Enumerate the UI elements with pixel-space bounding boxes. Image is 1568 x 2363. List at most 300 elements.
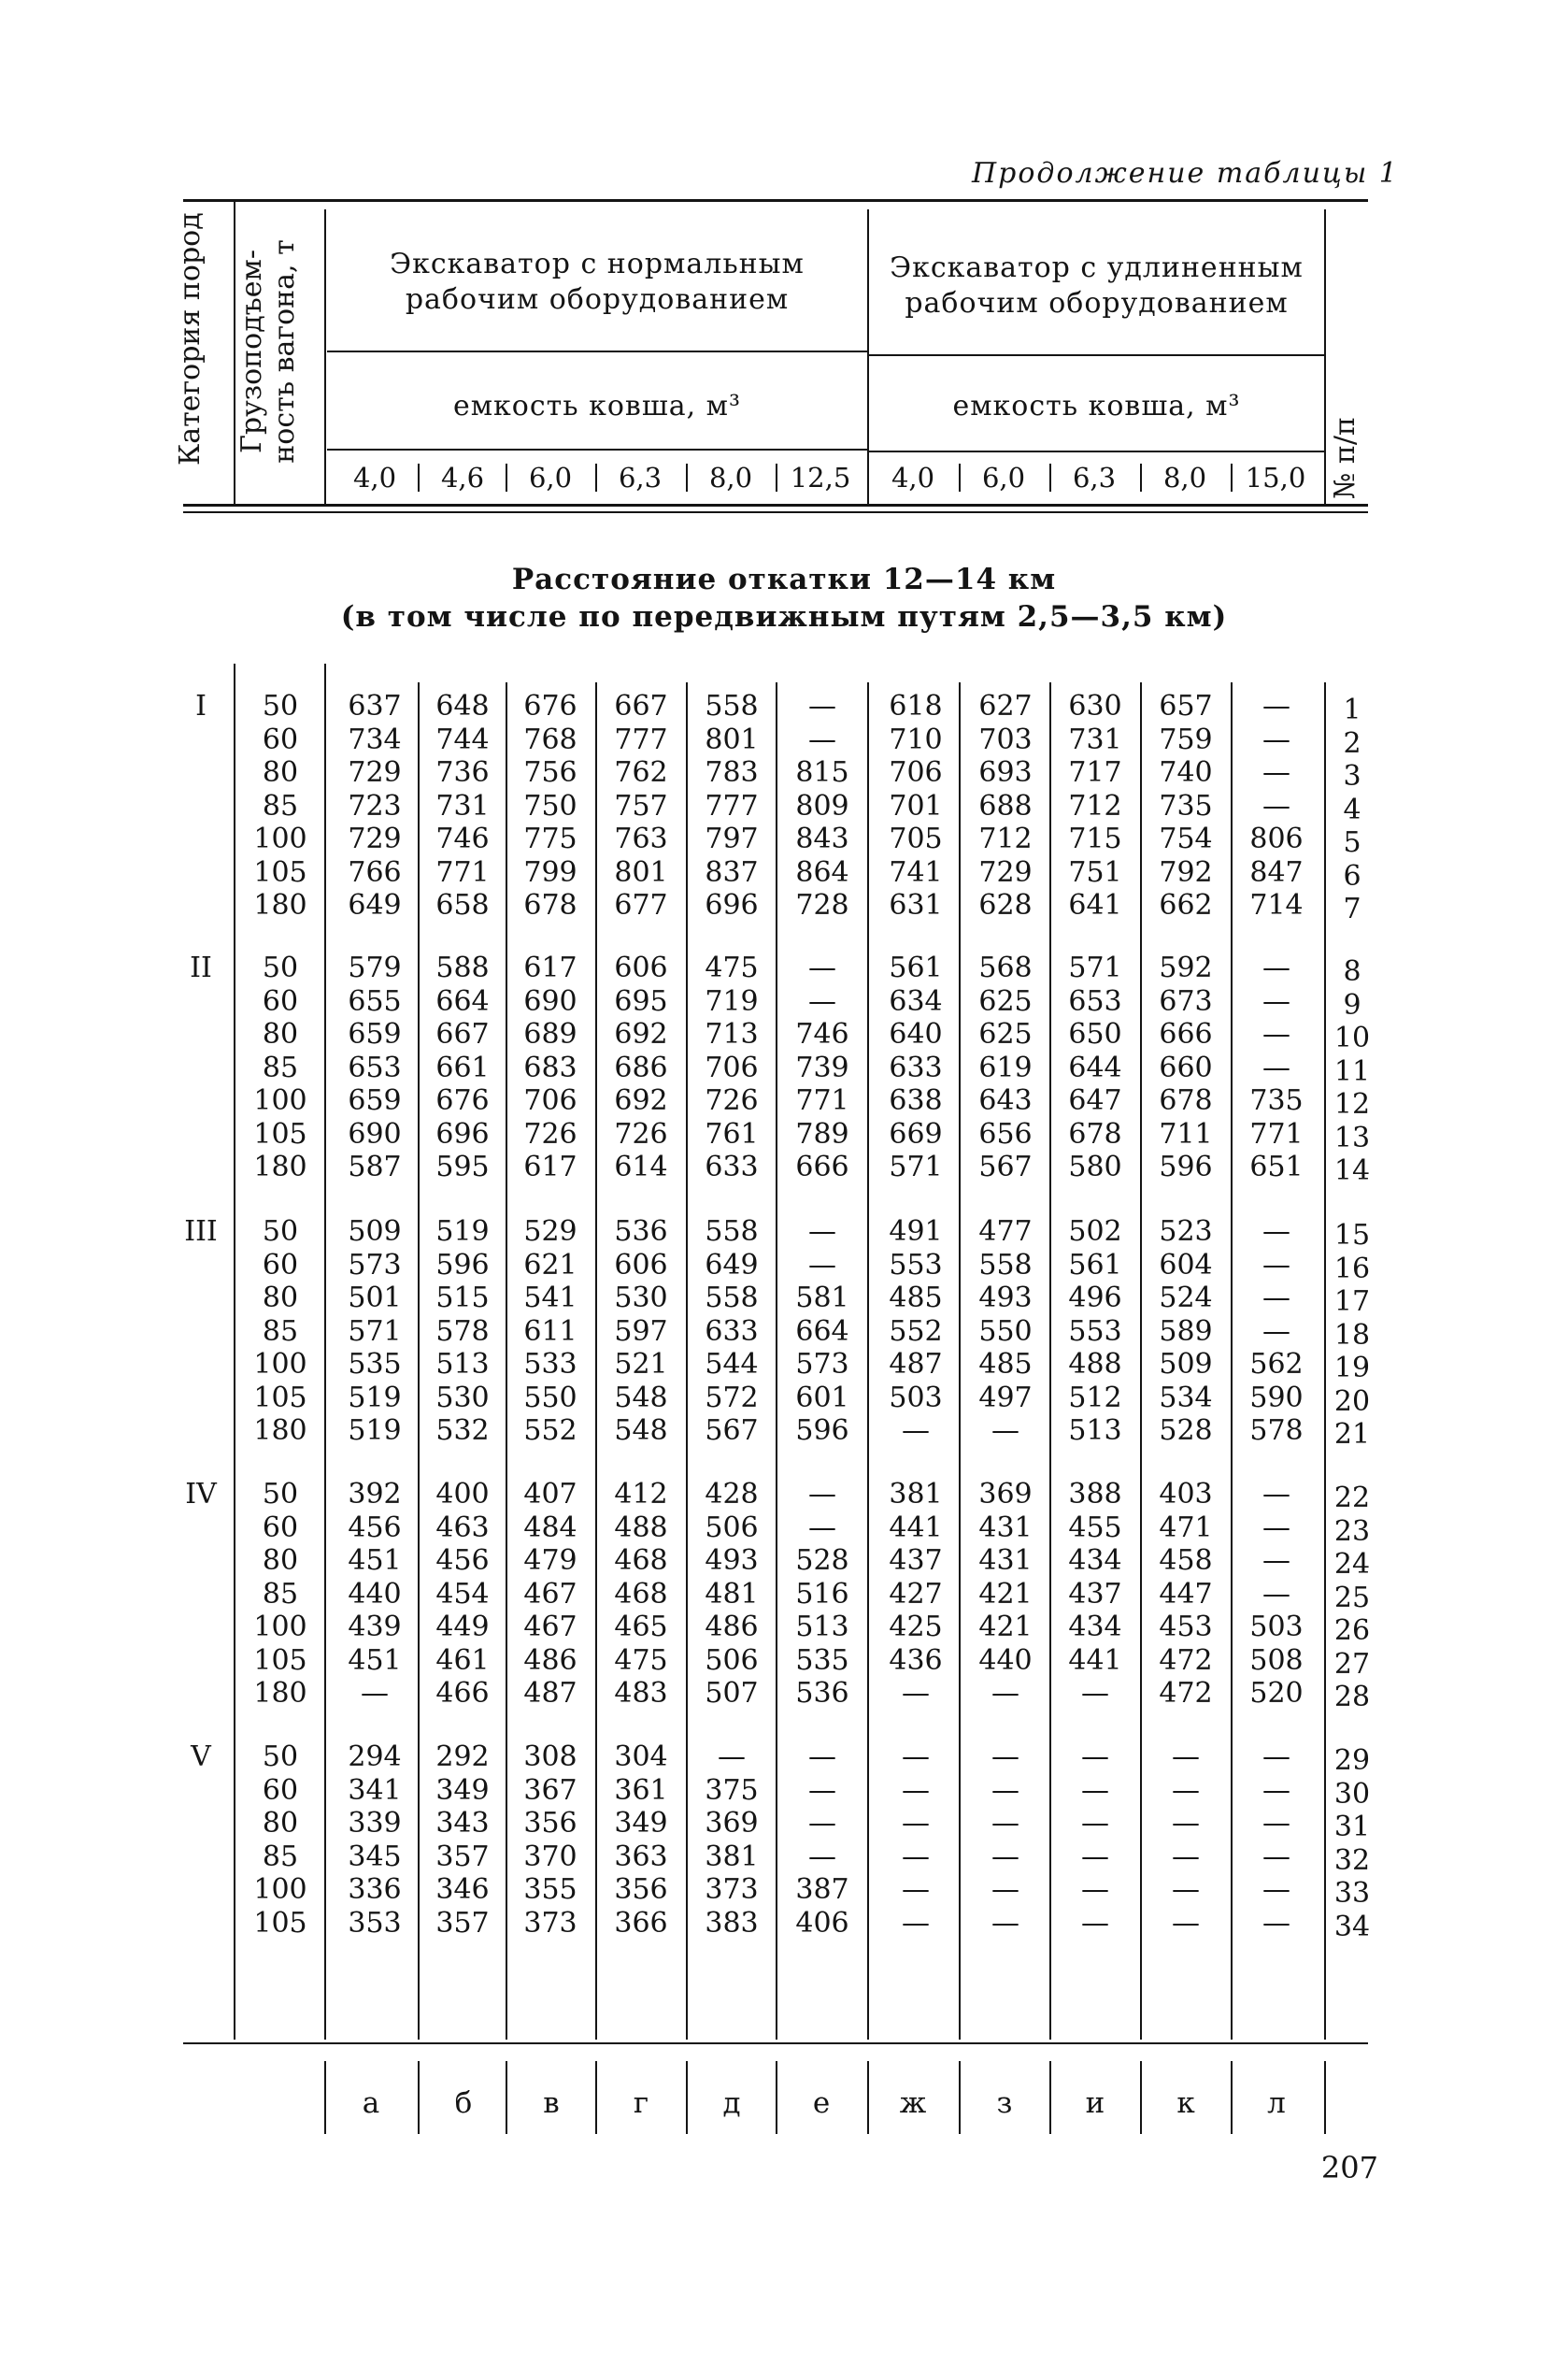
table-cell: 447 (1159, 1577, 1213, 1611)
table-cell: 343 (435, 1807, 490, 1840)
wagon-capacity: 105 (253, 1381, 307, 1414)
table-cell: 349 (614, 1807, 668, 1840)
extended-bucket-label: емкость ковша, м³ (952, 390, 1241, 422)
body-rule (959, 682, 961, 2040)
table-cell: 506 (705, 1643, 759, 1677)
table-cell: 512 (1068, 1381, 1122, 1414)
table-cell: — (1262, 1478, 1290, 1511)
table-cell: 427 (889, 1577, 943, 1611)
page-number: 207 (1320, 2150, 1378, 2185)
table-cell: 519 (348, 1414, 402, 1447)
capacity-separator (776, 464, 777, 492)
body-rule (867, 682, 869, 2040)
table-cell: 596 (435, 1248, 490, 1282)
table-cell: 657 (1159, 690, 1213, 723)
table-cell: — (991, 1906, 1019, 1940)
capacity-value: 8,0 (708, 462, 753, 494)
extended-equipment-title (869, 251, 1324, 322)
table-cell: — (902, 1740, 930, 1773)
row-number: 13 (1333, 1121, 1371, 1154)
table-cell: 513 (1068, 1414, 1122, 1447)
table-cell: 676 (435, 1084, 490, 1117)
capacity-value: 6,3 (618, 462, 663, 494)
table-cell: — (991, 1840, 1019, 1873)
table-cell: 619 (978, 1051, 1033, 1084)
table-cell: 475 (705, 952, 759, 984)
continuation-note: Продолжение таблицы 1 (972, 157, 1399, 190)
table-cell: 561 (889, 952, 943, 984)
table-cell: 294 (348, 1740, 402, 1773)
wagon-capacity: 85 (262, 1051, 299, 1084)
table-cell: — (1081, 1740, 1109, 1773)
table-cell: 667 (435, 1018, 490, 1051)
table-cell: 809 (795, 789, 849, 823)
footer-separator (1324, 2061, 1326, 2134)
table-cell: — (1262, 1051, 1290, 1084)
table-cell: 573 (795, 1348, 849, 1381)
table-cell: — (1262, 723, 1290, 756)
table-cell: — (1081, 1840, 1109, 1873)
table-cell: — (991, 1773, 1019, 1807)
table-cell: 485 (889, 1282, 943, 1314)
table-cell: 541 (523, 1282, 577, 1314)
wagon-capacity: 50 (262, 1478, 299, 1511)
table-cell: 369 (978, 1478, 1033, 1511)
table-cell: 513 (795, 1611, 849, 1643)
table-cell: 412 (614, 1478, 668, 1511)
table-cell: 361 (614, 1773, 668, 1807)
table-cell: 440 (348, 1577, 402, 1611)
row-number: 12 (1333, 1088, 1371, 1121)
table-cell: 466 (435, 1677, 490, 1710)
wagon-capacity: 60 (262, 723, 299, 756)
table-cell: 729 (348, 823, 402, 855)
table-cell: 455 (1068, 1511, 1122, 1544)
table-cell: — (1172, 1873, 1200, 1906)
table-cell: 381 (889, 1478, 943, 1511)
table-cell: 533 (523, 1348, 577, 1381)
table-cell: 595 (435, 1151, 490, 1183)
wagon-capacity: 80 (262, 1807, 299, 1840)
row-number: 25 (1333, 1581, 1371, 1614)
table-cell: 621 (523, 1248, 577, 1282)
table-cell: 735 (1159, 789, 1213, 823)
row-number: 11 (1333, 1054, 1371, 1088)
normal-bucket-label: емкость ковша, м³ (452, 390, 742, 422)
wagon-capacity: 60 (262, 1773, 299, 1807)
table-cell: 356 (523, 1807, 577, 1840)
table-cell: 713 (705, 1018, 759, 1051)
table-cell: 544 (705, 1348, 759, 1381)
table-cell: — (1262, 1248, 1290, 1282)
table-cell: 589 (1159, 1314, 1213, 1348)
table-cell: 667 (614, 690, 668, 723)
table-cell: 664 (795, 1314, 849, 1348)
body-rule (595, 682, 597, 2040)
column-letter: д (722, 2086, 741, 2120)
table-cell: 553 (1068, 1314, 1122, 1348)
footer-separator (324, 2061, 326, 2134)
row-number: 30 (1333, 1777, 1371, 1811)
table-cell: 648 (435, 690, 490, 723)
table-cell: 658 (435, 889, 490, 922)
table-cell: 696 (705, 889, 759, 922)
table-cell: 463 (435, 1511, 490, 1544)
table-cell: 467 (523, 1611, 577, 1643)
row-number: 18 (1333, 1318, 1371, 1352)
table-cell: 552 (523, 1414, 577, 1447)
column-letter: г (633, 2086, 649, 2120)
table-cell: 696 (435, 1117, 490, 1151)
table-cell: 373 (523, 1906, 577, 1940)
row-number: 19 (1333, 1352, 1371, 1384)
table-cell: 777 (705, 789, 759, 823)
table-cell: 346 (435, 1873, 490, 1906)
table-cell: 428 (705, 1478, 759, 1511)
column-letter: ж (899, 2086, 927, 2120)
table-cell: 597 (614, 1314, 668, 1348)
table-cell: 345 (348, 1840, 402, 1873)
row-number: 1 (1343, 694, 1361, 726)
table-cell: 578 (1249, 1414, 1304, 1447)
table-cell: 706 (889, 756, 943, 789)
table-cell: 633 (705, 1151, 759, 1183)
table-cell: 571 (889, 1151, 943, 1183)
table-cell: 491 (889, 1215, 943, 1248)
table-cell: 678 (523, 889, 577, 922)
table-cell: 441 (889, 1511, 943, 1544)
table-cell: 388 (1068, 1478, 1122, 1511)
table-cell: 806 (1249, 823, 1304, 855)
table-cell: 653 (1068, 984, 1122, 1018)
table-cell: 373 (705, 1873, 759, 1906)
table-cell: 558 (978, 1248, 1033, 1282)
table-cell: 666 (795, 1151, 849, 1183)
wagon-capacity: 85 (262, 1577, 299, 1611)
capacity-separator (1140, 464, 1142, 492)
table-cell: 706 (705, 1051, 759, 1084)
table-cell: — (1262, 789, 1290, 823)
body-rule (1140, 682, 1142, 2040)
capacity-separator (418, 464, 420, 492)
table-cell: 501 (348, 1282, 402, 1314)
table-cell: — (1262, 1807, 1290, 1840)
table-cell: — (1081, 1906, 1109, 1940)
table-cell: 509 (1159, 1348, 1213, 1381)
table-cell: 363 (614, 1840, 668, 1873)
table-cell: 508 (1249, 1643, 1304, 1677)
table-cell: 529 (523, 1215, 577, 1248)
table-cell: 530 (614, 1282, 668, 1314)
table-cell: 357 (435, 1840, 490, 1873)
table-cell: 590 (1249, 1381, 1304, 1414)
table-cell: 837 (705, 855, 759, 889)
table-cell: 628 (978, 889, 1033, 922)
table-cell: 487 (523, 1677, 577, 1710)
wagon-capacity: 80 (262, 1282, 299, 1314)
table-cell: 710 (889, 723, 943, 756)
table-cell: 735 (1249, 1084, 1304, 1117)
table-cell: 336 (348, 1873, 402, 1906)
row-number: 3 (1343, 760, 1361, 793)
table-cell: 637 (348, 690, 402, 723)
table-cell: 655 (348, 984, 402, 1018)
table-cell: 693 (978, 756, 1033, 789)
table-cell: 723 (348, 789, 402, 823)
table-cell: 660 (1159, 1051, 1213, 1084)
table-cell: 441 (1068, 1643, 1122, 1677)
table-cell: 567 (978, 1151, 1033, 1183)
table-cell: 436 (889, 1643, 943, 1677)
column-letter: и (1085, 2086, 1105, 2120)
row-number: 32 (1333, 1843, 1371, 1877)
row-number: 10 (1333, 1022, 1371, 1054)
table-cell: — (1262, 1840, 1290, 1873)
table-cell: 561 (1068, 1248, 1122, 1282)
table-cell: 407 (523, 1478, 577, 1511)
table-cell: 507 (705, 1677, 759, 1710)
body-rule (418, 682, 420, 2040)
table-cell: 472 (1159, 1677, 1213, 1710)
table-cell: 651 (1249, 1151, 1304, 1183)
table-cell: 711 (1159, 1117, 1213, 1151)
table-cell: 468 (614, 1577, 668, 1611)
table-cell: 484 (523, 1511, 577, 1544)
table-cell: 536 (614, 1215, 668, 1248)
table-cell: — (1081, 1807, 1109, 1840)
table-cell: 754 (1159, 823, 1213, 855)
capacity-separator (959, 464, 961, 492)
table-cell: 439 (348, 1611, 402, 1643)
table-cell: 686 (614, 1051, 668, 1084)
table-cell: 515 (435, 1282, 490, 1314)
wagon-capacity: 50 (262, 1740, 299, 1773)
table-cell: — (902, 1840, 930, 1873)
table-cell: 357 (435, 1906, 490, 1940)
table-cell: 536 (795, 1677, 849, 1710)
table-cell: 617 (523, 952, 577, 984)
wagon-capacity: 180 (253, 1151, 307, 1183)
table-cell: 503 (1249, 1611, 1304, 1643)
table-cell: 530 (435, 1381, 490, 1414)
table-cell: 596 (795, 1414, 849, 1447)
table-cell: 611 (523, 1314, 577, 1348)
table-cell: 649 (705, 1248, 759, 1282)
table-cell: 387 (795, 1873, 849, 1906)
table-cell: 661 (435, 1051, 490, 1084)
wagon-capacity: 80 (262, 756, 299, 789)
table-cell: 503 (889, 1381, 943, 1414)
table-cell: 383 (705, 1906, 759, 1940)
wagon-capacity: 105 (253, 1643, 307, 1677)
wagon-capacity: 105 (253, 855, 307, 889)
column-letter: к (1176, 2086, 1195, 2120)
table-cell: — (1172, 1840, 1200, 1873)
wagon-capacity: 105 (253, 1906, 307, 1940)
table-cell: 847 (1249, 855, 1304, 889)
table-cell: — (902, 1773, 930, 1807)
table-cell: 367 (523, 1773, 577, 1807)
capacity-value: 4,0 (891, 462, 935, 494)
table-cell: 766 (348, 855, 402, 889)
capacity-value: 6,0 (528, 462, 573, 494)
table-cell: — (1081, 1773, 1109, 1807)
number-header: № п/п (1329, 416, 1361, 500)
table-cell: 705 (889, 823, 943, 855)
table-cell: 524 (1159, 1282, 1213, 1314)
table-cell: 308 (523, 1740, 577, 1773)
table-cell: 601 (795, 1381, 849, 1414)
table-cell: — (808, 984, 836, 1018)
table-cell: 690 (523, 984, 577, 1018)
table-cell: 548 (614, 1381, 668, 1414)
table-cell: 483 (614, 1677, 668, 1710)
table-cell: 369 (705, 1807, 759, 1840)
table-cell: 689 (523, 1018, 577, 1051)
table-cell: — (991, 1873, 1019, 1906)
table-cell: — (808, 952, 836, 984)
table-cell: 477 (978, 1215, 1033, 1248)
capacity-value: 15,0 (1245, 462, 1306, 494)
wagon-capacity: 60 (262, 1511, 299, 1544)
capacity-separator (1231, 464, 1233, 492)
table-cell: 548 (614, 1414, 668, 1447)
wagon-capacity: 100 (253, 1348, 307, 1381)
row-number: 33 (1333, 1877, 1371, 1910)
table-cell: — (902, 1677, 930, 1710)
table-cell: 746 (795, 1018, 849, 1051)
table-cell: — (991, 1740, 1019, 1773)
table-cell: — (1262, 952, 1290, 984)
table-cell: 731 (435, 789, 490, 823)
row-number: 14 (1333, 1154, 1371, 1187)
wagon-capacity: 100 (253, 1084, 307, 1117)
capacity-value: 4,0 (352, 462, 397, 494)
table-cell: — (1262, 1773, 1290, 1807)
table-cell: 783 (705, 756, 759, 789)
wagon-capacity: 50 (262, 952, 299, 984)
table-cell: — (991, 1677, 1019, 1710)
capacity-separator (595, 464, 597, 492)
table-cell: 726 (614, 1117, 668, 1151)
capacity-value: 4,6 (440, 462, 485, 494)
table-cell: 431 (978, 1544, 1033, 1577)
row-number: 17 (1333, 1285, 1371, 1318)
table-cell: 625 (978, 1018, 1033, 1051)
table-cell: 736 (435, 756, 490, 789)
table-cell: — (902, 1873, 930, 1906)
table-cell: 666 (1159, 1018, 1213, 1051)
table-cell: 739 (795, 1051, 849, 1084)
body-rule (686, 682, 688, 2040)
table-cell: 550 (978, 1314, 1033, 1348)
table-cell: 472 (1159, 1643, 1213, 1677)
rock-category: IV (185, 1478, 217, 1511)
table-cell: 692 (614, 1018, 668, 1051)
capacity-header-line2: ность вагона, т (268, 239, 301, 464)
table-cell: 292 (435, 1740, 490, 1773)
table-cell: 756 (523, 756, 577, 789)
table-cell: 771 (435, 855, 490, 889)
table-cell: 606 (614, 1248, 668, 1282)
table-cell: 572 (705, 1381, 759, 1414)
wagon-capacity: 50 (262, 690, 299, 723)
wagon-capacity: 105 (253, 1117, 307, 1151)
normal-title-line1: Экскаватор с нормальным (390, 248, 805, 280)
table-cell: 746 (435, 823, 490, 855)
table-cell: 759 (1159, 723, 1213, 756)
table-cell: — (1262, 1740, 1290, 1773)
wagon-capacity: 80 (262, 1544, 299, 1577)
table-cell: 353 (348, 1906, 402, 1940)
table-cell: 763 (614, 823, 668, 855)
header-subrule (869, 354, 1324, 356)
row-number: 23 (1333, 1514, 1371, 1548)
wagon-capacity: 180 (253, 889, 307, 922)
table-cell: 678 (1068, 1117, 1122, 1151)
table-cell: 588 (435, 952, 490, 984)
table-cell: — (808, 1215, 836, 1248)
wagon-capacity: 85 (262, 1314, 299, 1348)
row-number: 16 (1333, 1252, 1371, 1285)
table-cell: 797 (705, 823, 759, 855)
table-cell: 571 (1068, 952, 1122, 984)
table-cell: — (808, 690, 836, 723)
table-cell: 421 (978, 1577, 1033, 1611)
table-cell: 535 (348, 1348, 402, 1381)
table-cell: 449 (435, 1611, 490, 1643)
row-number: 27 (1333, 1647, 1371, 1681)
table-cell: 355 (523, 1873, 577, 1906)
body-rule (776, 682, 777, 2040)
wagon-capacity: 180 (253, 1677, 307, 1710)
row-number: 6 (1343, 859, 1361, 893)
row-number: 28 (1333, 1681, 1371, 1713)
table-cell: 579 (348, 952, 402, 984)
table-cell: — (1262, 1873, 1290, 1906)
table-cell: 558 (705, 1282, 759, 1314)
table-cell: — (1262, 1544, 1290, 1577)
header-subrule (869, 451, 1324, 452)
table-cell: 726 (523, 1117, 577, 1151)
table-cell: 528 (795, 1544, 849, 1577)
table-cell: 440 (978, 1643, 1033, 1677)
wagon-capacity: 60 (262, 1248, 299, 1282)
table-cell: 488 (614, 1511, 668, 1544)
column-letter: з (996, 2086, 1013, 2120)
table-cell: — (808, 723, 836, 756)
table-cell: 519 (348, 1381, 402, 1414)
table-cell: 349 (435, 1773, 490, 1807)
table-cell: — (1262, 1018, 1290, 1051)
rock-category: II (190, 952, 212, 984)
row-number: 31 (1333, 1811, 1371, 1843)
wagon-capacity: 80 (262, 1018, 299, 1051)
table-cell: — (808, 1740, 836, 1773)
body-rule (1049, 682, 1051, 2040)
row-number: 15 (1333, 1219, 1371, 1252)
table-cell: — (1262, 1314, 1290, 1348)
table-cell: 456 (435, 1544, 490, 1577)
body-rule (506, 682, 507, 2040)
table-cell: 481 (705, 1577, 759, 1611)
table-cell: — (902, 1906, 930, 1940)
table-cell: 400 (435, 1478, 490, 1511)
capacity-separator (506, 464, 507, 492)
table-cell: 695 (614, 984, 668, 1018)
table-cell: 640 (889, 1018, 943, 1051)
table-cell: 676 (523, 690, 577, 723)
